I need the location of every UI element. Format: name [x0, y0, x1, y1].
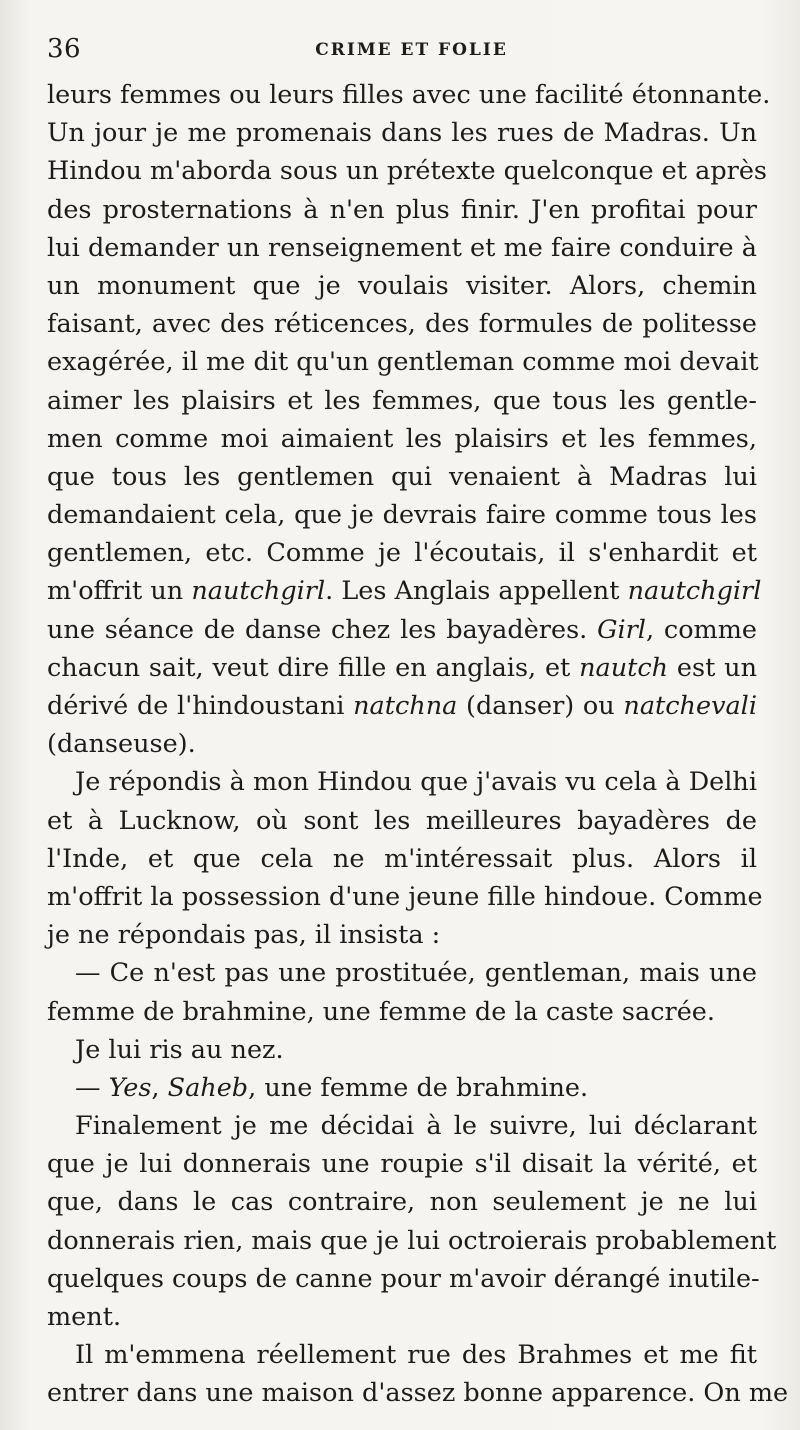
text-segment: que je lui donnerais une roupie s'il disait la vérité, et	[47, 1149, 757, 1180]
text-segment: Je lui ris au nez.	[75, 1034, 284, 1065]
text-line	[47, 802, 757, 840]
text-segment: un monument que je voulais visiter. Alors, chemin	[47, 270, 757, 301]
text-segment: (danseuse).	[47, 729, 196, 760]
text-segment: que tous les gentlemen qui venaient à Madras lui	[47, 461, 757, 492]
text-segment: lui demander un renseignement et me faire conduire à	[47, 232, 757, 263]
text-segment: des prosternations à n'en plus finir. J'en profitai pour	[47, 194, 757, 225]
text-segment: m'offrit un	[47, 576, 192, 607]
text-segment: faisant, avec des réticences, des formules de politesse	[47, 309, 757, 340]
text-segment: quelques coups de canne pour m'avoir dérangé inutile-	[47, 1263, 760, 1294]
text-line	[47, 687, 757, 725]
text-line	[47, 840, 757, 878]
text-line	[47, 1145, 757, 1183]
italic-text: Saheb	[167, 1072, 249, 1103]
text-segment: Il m'emmena réellement rue des Brahmes et me fit	[75, 1340, 757, 1371]
text-segment: . Les Anglais appellent	[325, 576, 628, 607]
text-segment: men comme moi aimaient les plaisirs et les femmes,	[47, 423, 757, 454]
text-segment: Finalement je me décidai à le suivre, lui déclarant	[75, 1111, 757, 1142]
text-segment: — Ce n'est pas une prostituée, gentleman, mais une	[75, 958, 757, 989]
italic-text: natchevali	[623, 691, 757, 721]
text-line	[47, 572, 762, 610]
text-line	[47, 1336, 757, 1374]
text-line	[47, 534, 757, 572]
text-segment: ,	[151, 1072, 168, 1103]
text-segment: demandaient cela, que je devrais faire comme tous les	[47, 500, 757, 531]
text-line	[47, 191, 757, 229]
text-line	[47, 763, 757, 801]
text-segment: aimer les plaisirs et les femmes, que tous les gentle-	[47, 385, 757, 416]
text-segment: donnerais rien, mais que je lui octroierais probablement	[47, 1225, 777, 1256]
text-segment: chacun sait, veut dire fille en anglais, et	[47, 652, 580, 683]
page-header	[47, 34, 756, 64]
italic-text: nautchgirl	[627, 576, 762, 607]
page-number: 36	[47, 34, 82, 64]
text-segment: dérivé de l'hindoustani	[47, 691, 354, 721]
text-segment: m'offrit la possession d'une jeune fille hindoue. Comme	[47, 881, 763, 912]
text-line	[47, 458, 757, 496]
text-line	[47, 1069, 757, 1107]
text-line	[47, 229, 757, 267]
text-segment: ment.	[47, 1302, 122, 1332]
italic-text: natchna	[353, 691, 458, 721]
text-segment: femme de brahmine, une femme de la caste sacrée.	[47, 996, 715, 1027]
text-segment: est un	[668, 652, 758, 683]
text-line	[47, 114, 757, 152]
text-line	[47, 611, 757, 649]
text-line	[47, 76, 771, 114]
text-line	[47, 382, 757, 420]
text-line	[47, 1260, 760, 1298]
text-line	[47, 1374, 789, 1412]
text-line	[47, 725, 757, 763]
text-line	[47, 1222, 777, 1260]
text-line	[47, 1298, 757, 1336]
text-line	[47, 1183, 757, 1221]
text-segment: une séance de danse chez les bayadères.	[47, 614, 598, 645]
text-line	[47, 420, 757, 458]
text-line	[47, 878, 763, 916]
italic-text: nautchgirl	[191, 576, 326, 607]
text-line	[47, 1031, 757, 1069]
text-segment: Un jour je me promenais dans les rues de Madras. Un	[47, 118, 757, 149]
body-text	[47, 76, 789, 1413]
text-segment: leurs femmes ou leurs filles avec une facilité étonnante.	[47, 80, 771, 110]
text-segment: —	[75, 1072, 109, 1103]
text-segment: , comme	[645, 614, 757, 645]
text-segment: je ne répondais pas, il insista :	[47, 920, 441, 951]
text-line	[47, 267, 757, 305]
italic-text: Girl	[597, 614, 646, 645]
text-segment: entrer dans une maison d'assez bonne apparence. On me	[47, 1378, 789, 1409]
text-line	[47, 1107, 757, 1145]
text-line	[47, 993, 757, 1031]
text-segment: (danser) ou	[457, 691, 624, 721]
italic-text: nautch	[579, 652, 669, 683]
text-segment: que, dans le cas contraire, non seulement je ne lui	[47, 1187, 757, 1218]
text-line	[47, 954, 757, 992]
text-segment: exagérée, il me dit qu'un gentleman comme moi devait	[47, 347, 759, 378]
text-segment: gentlemen, etc. Comme je l'écoutais, il s'enhardit et	[47, 538, 757, 569]
text-line	[47, 343, 757, 381]
text-segment: Je répondis à mon Hindou que j'avais vu cela à Delhi	[75, 767, 757, 798]
italic-text: Yes	[108, 1072, 152, 1103]
running-head: CRIME ET FOLIE	[315, 40, 508, 60]
text-segment: , une femme de brahmine.	[248, 1072, 589, 1103]
text-line	[47, 305, 757, 343]
text-line	[47, 152, 768, 190]
text-segment: l'Inde, et que cela ne m'intéressait plus. Alors il	[47, 843, 757, 874]
text-line	[47, 496, 757, 534]
text-line	[47, 916, 757, 954]
text-segment: et à Lucknow, où sont les meilleures bayadères de	[47, 805, 757, 836]
text-segment: Hindou m'aborda sous un prétexte quelconque et après	[47, 156, 768, 187]
text-line	[47, 649, 757, 687]
